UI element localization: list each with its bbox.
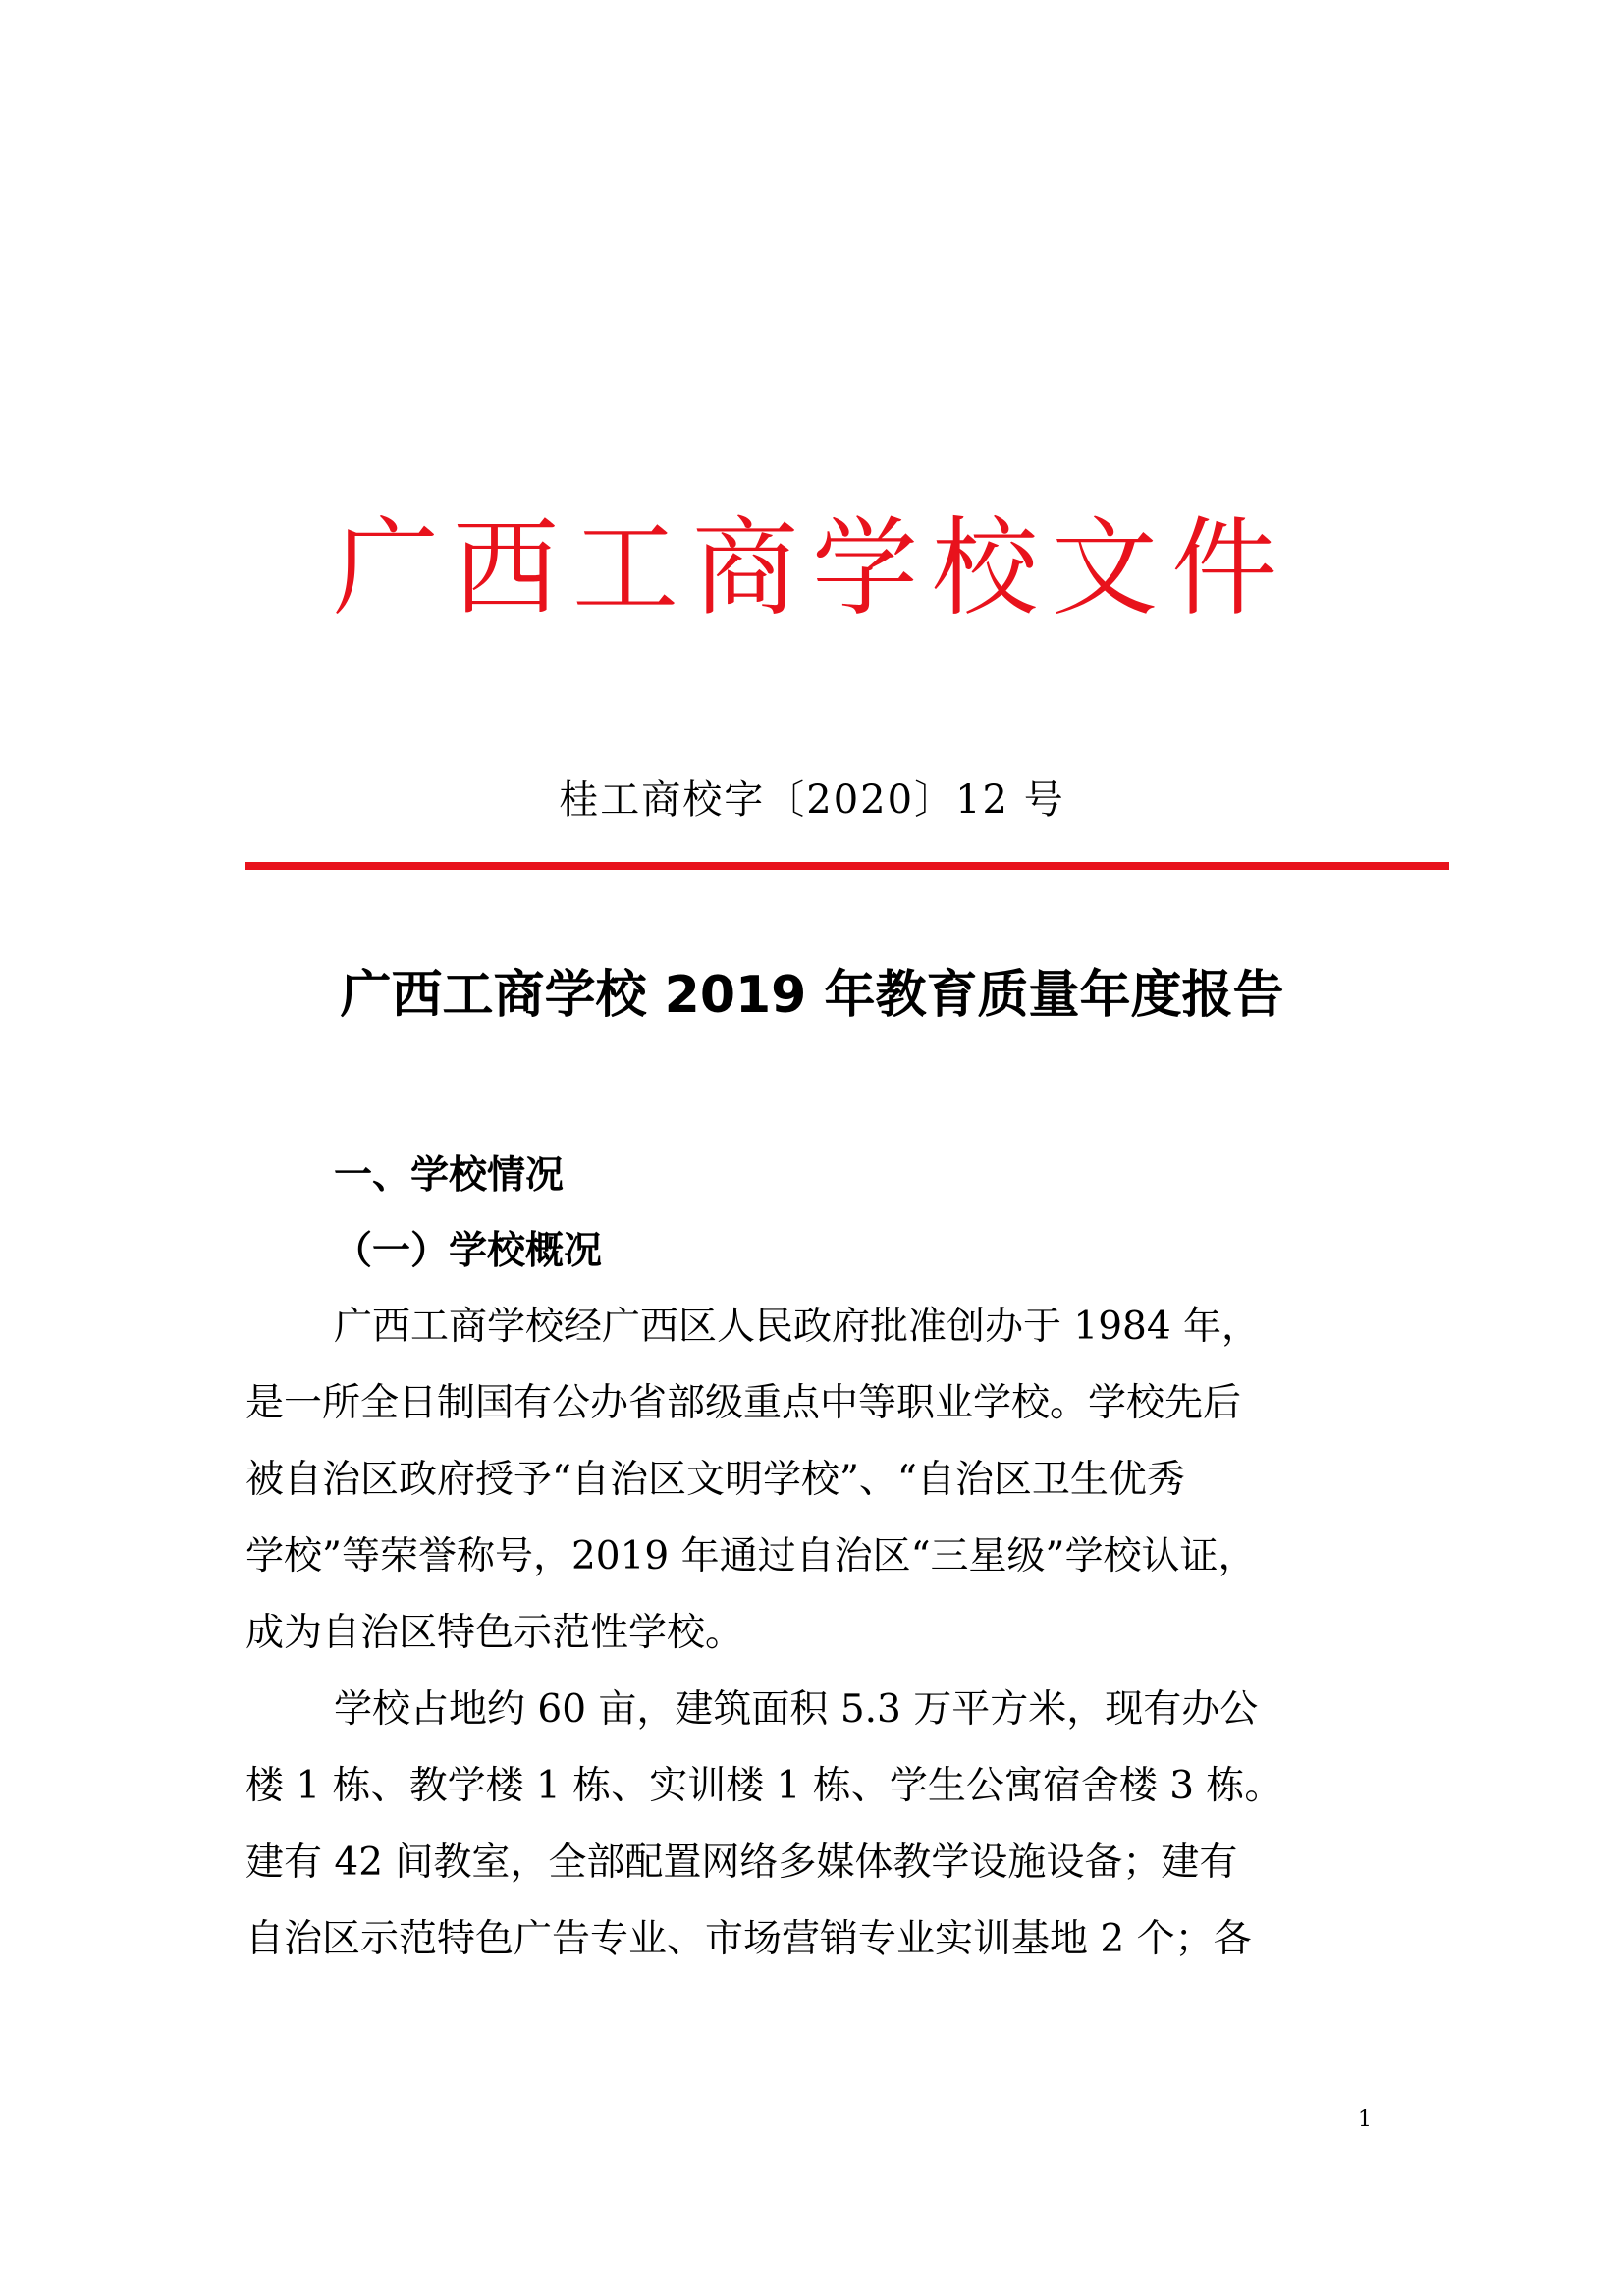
body-line: 成为自治区特色示范性学校。 (245, 1611, 744, 1655)
body-line: 自治区示范特色广告专业、市场营销专业实训基地 2 个；各 (245, 1917, 1252, 1961)
body-line: 楼 1 栋、教学楼 1 栋、实训楼 1 栋、学生公寓宿舍楼 3 栋。 (245, 1764, 1283, 1808)
document-number: 桂工商校字〔2020〕12 号 (559, 777, 1065, 823)
body-line: 建有 42 间教室，全部配置网络多媒体教学设施设备；建有 (245, 1841, 1238, 1885)
subsection-heading: （一）学校概况 (334, 1229, 603, 1273)
report-title: 广西工商学校 2019 年教育质量年度报告 (340, 966, 1284, 1025)
body-line: 是一所全日制国有公办省部级重点中等职业学校。学校先后 (245, 1381, 1242, 1425)
masthead-title: 广西工商学校文件 (332, 507, 1291, 630)
section-heading: 一、学校情况 (334, 1153, 565, 1198)
red-divider-line (245, 862, 1449, 870)
page-number: 1 (1358, 2108, 1372, 2132)
body-line: 被自治区政府授予“自治区文明学校”、“自治区卫生优秀 (245, 1458, 1185, 1502)
body-line: 学校占地约 60 亩，建筑面积 5.3 万平方米，现有办公 (334, 1687, 1259, 1732)
body-line: 学校”等荣誉称号，2019 年通过自治区“三星级”学校认证， (245, 1534, 1257, 1578)
body-line: 广西工商学校经广西区人民政府批准创办于 1984 年， (334, 1305, 1261, 1349)
